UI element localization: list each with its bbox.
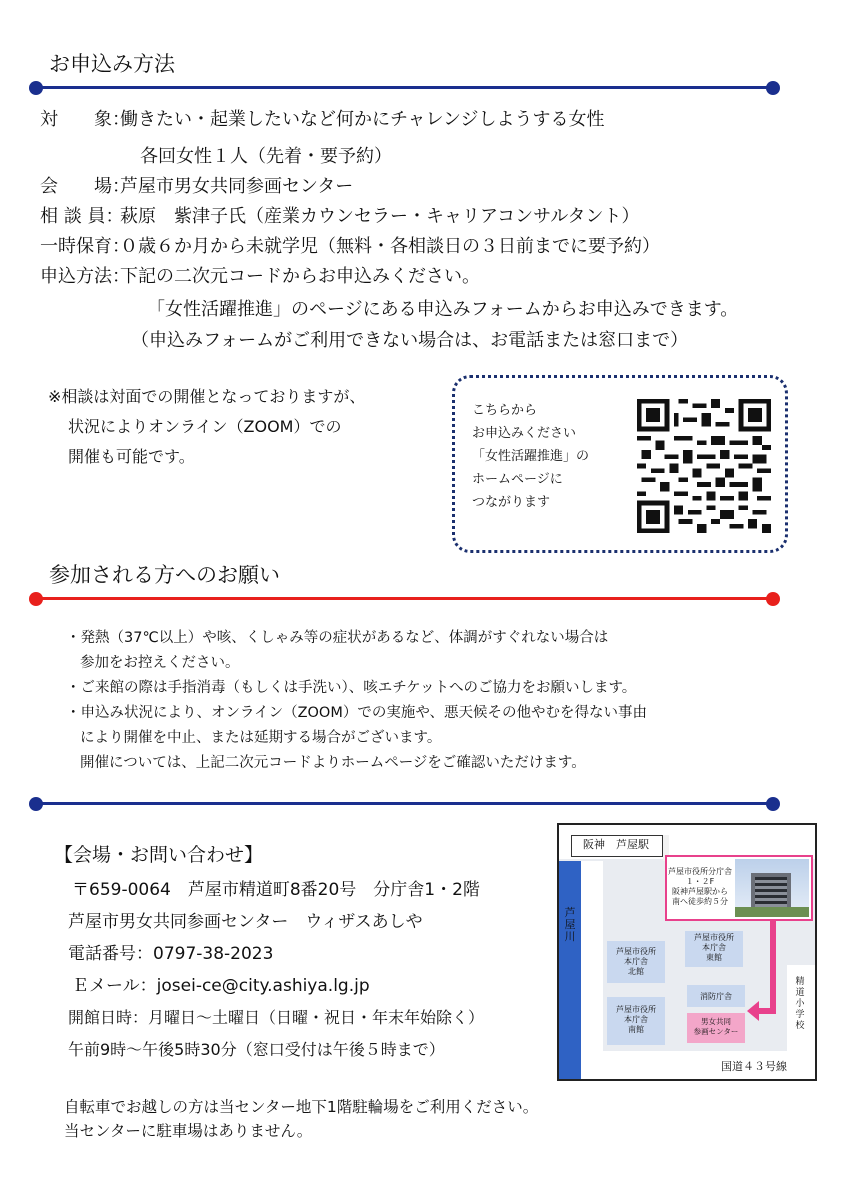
online-note-line: 状況によりオンライン（ZOOM）での [68, 417, 342, 436]
route-label: 国道４３号線 [721, 1060, 787, 1073]
request-line: ・ご来館の際は手指消毒（もしくは手洗い）、咳エチケットへのご協力をお願いします。 [66, 680, 637, 696]
river-label: 芦屋川 [564, 906, 576, 943]
divider-dot [29, 592, 43, 606]
river [559, 861, 581, 1081]
building-fire-label: 消防庁舎 [700, 992, 732, 1001]
online-note-line: 開催も可能です。 [68, 447, 195, 466]
route-arrow-icon [745, 919, 785, 1027]
contact-phone[interactable]: 電話番号：0797-38-2023 [68, 944, 274, 964]
request-line: 開催については、上記二次元コードよりホームページをご確認いただけます。 [80, 755, 586, 771]
center-building-label: 男女共同 参画センター [693, 1017, 739, 1036]
divider-3 [36, 802, 774, 805]
info-row-venue: 会 場：芦屋市男女共同参画センター [40, 176, 354, 197]
qr-caption-line: つながります [472, 495, 551, 510]
contact-name: 芦屋市男女共同参画センター ウィザスあしや [68, 912, 423, 932]
divider-2 [36, 597, 774, 600]
bicycle-note: 自転車でお越しの方は当センター地下1階駐輪場をご利用ください。 [64, 1098, 539, 1116]
qr-caption-line: 「女性活躍推進」の [472, 449, 590, 464]
info-row-target-cont: 各回女性１人（先着・要予約） [140, 146, 392, 167]
qr-caption-line: お申込みください [472, 426, 577, 441]
request-line: 参加をお控えください。 [80, 655, 240, 671]
contact-hours-detail: 午前9時～午後5時30分（窓口受付は午後５時まで） [68, 1040, 445, 1059]
divider-1 [36, 86, 774, 89]
contact-email[interactable]: Ｅメール：josei-ce@city.ashiya.lg.jp [72, 976, 370, 996]
building-north-label: 芦屋市役所 本庁舎 北館 [616, 947, 656, 976]
info-row-childcare: 一時保育：０歳６か月から未就学児（無料・各相談日の３日前までに要予約） [40, 236, 660, 257]
info-row-method-cont: 「女性活躍推進」のページにある申込みフォームからお申込みできます。 [147, 299, 739, 320]
section-heading-contact: 【会場・お問い合わせ】 [54, 844, 264, 866]
access-map [557, 823, 817, 1081]
request-line: により開催を中止、または延期する場合がございます。 [80, 730, 442, 746]
divider-dot [766, 81, 780, 95]
divider-dot [29, 797, 43, 811]
annex-photo [735, 859, 809, 917]
info-row-target: 対 象：働きたい・起業したいなど何かにチャレンジしようする女性 [40, 109, 605, 130]
divider-dot [766, 797, 780, 811]
qr-caption-line: ホームページに [472, 472, 563, 487]
qr-caption-line: こちらから [472, 403, 538, 418]
divider-dot [766, 592, 780, 606]
building-east-label: 芦屋市役所 本庁舎 東館 [694, 933, 734, 962]
school-label: 精道小学校 [795, 977, 805, 1031]
info-row-method: 申込方法：下記の二次元コードからお申込みください。 [40, 266, 480, 287]
section-heading-requests: 参加される方へのお願い [49, 563, 280, 587]
qr-code-icon[interactable] [637, 399, 771, 533]
road-vertical [581, 861, 603, 1081]
annex-caption: 芦屋市役所分庁舎 １・２F 阪神芦屋駅から 南へ徒歩約５分 [668, 867, 732, 906]
parking-note: 当センターに駐車場はありません。 [64, 1122, 313, 1140]
online-note-line: ※相談は対面での開催となっておりますが、 [48, 387, 366, 406]
request-line: ・発熱（37℃以上）や咳、くしゃみ等の症状があるなど、体調がすぐれない場合は [66, 630, 609, 646]
divider-dot [29, 81, 43, 95]
section-heading-application: お申込み方法 [49, 52, 175, 76]
info-row-counselor: 相 談 員：萩原 紫津子氏（産業カウンセラー・キャリアコンサルタント） [40, 206, 640, 227]
station-label: 阪神 芦屋駅 [583, 838, 649, 851]
contact-hours: 開館日時：月曜日～土曜日（日曜・祝日・年末年始除く） [68, 1008, 485, 1027]
contact-address: 〒659-0064 芦屋市精道町8番20号 分庁舎1・2階 [72, 880, 480, 900]
info-row-method-note: （申込みフォームがご利用できない場合は、お電話または窓口まで） [131, 330, 689, 351]
building-south-label: 芦屋市役所 本庁舎 南館 [616, 1005, 656, 1034]
request-line: ・申込み状況により、オンライン（ZOOM）での実施や、悪天候その他やむを得ない事由 [66, 705, 648, 721]
